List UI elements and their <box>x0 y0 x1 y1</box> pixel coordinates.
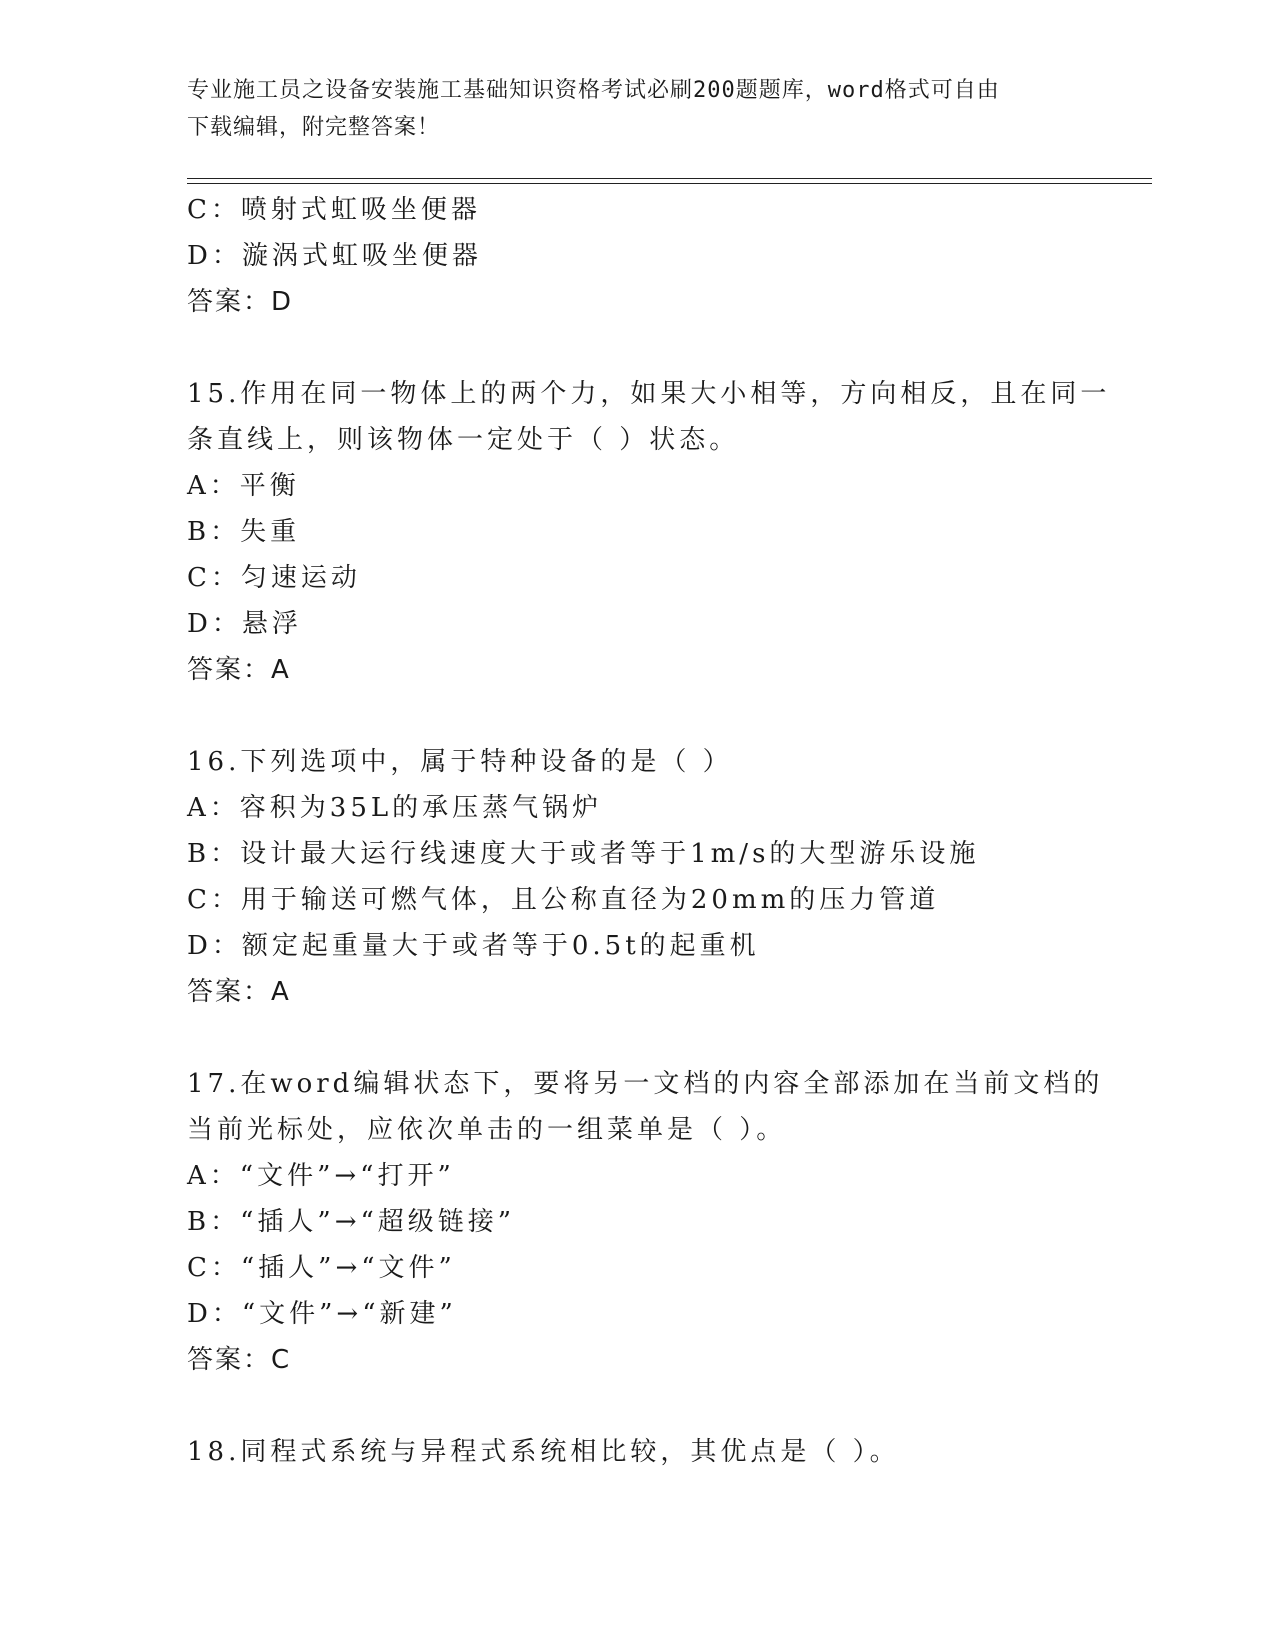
document-header <box>187 72 1067 146</box>
spacer <box>187 325 1087 371</box>
header-line-1: 专业施工员之设备安装施工基础知识资格考试必刷200题题库，word格式可自由 <box>187 78 1000 103</box>
spacer <box>187 1015 1087 1061</box>
spacer <box>187 693 1087 739</box>
question-block <box>187 1061 1104 1383</box>
question-stem: 15.作用在同一物体上的两个力，如果大小相等，方向相反，且在同一 <box>187 379 1111 409</box>
answer-line: 答案：D <box>187 287 294 317</box>
option-c: C：匀速运动 <box>187 563 361 593</box>
answer-line: 答案：A <box>187 655 291 685</box>
header-line-2: 下载编辑，附完整答案！ <box>187 115 441 140</box>
question-block <box>187 371 1111 693</box>
question-stem: 条直线上，则该物体一定处于（ ）状态。 <box>187 425 740 455</box>
option-d: D：悬浮 <box>187 609 302 639</box>
spacer <box>187 1383 1087 1429</box>
header-divider-top <box>187 178 1152 179</box>
option-c: C：用于输送可燃气体，且公称直径为20mm的压力管道 <box>187 885 940 915</box>
question-list <box>187 187 1111 1475</box>
option-a: A：“文件”→“打开” <box>187 1161 455 1191</box>
question-stem: 17.在word编辑状态下，要将另一文档的内容全部添加在当前文档的 <box>187 1069 1104 1099</box>
option-d: D：漩涡式虹吸坐便器 <box>187 241 482 271</box>
question-stem: 18.同程式系统与异程式系统相比较，其优点是（ ）。 <box>187 1437 900 1467</box>
question-block <box>187 739 1087 1015</box>
option-c: C：喷射式虹吸坐便器 <box>187 195 481 225</box>
option-b: B：设计最大运行线速度大于或者等于1m/s的大型游乐设施 <box>187 839 980 869</box>
option-a: A：容积为35L的承压蒸气锅炉 <box>187 793 603 823</box>
answer-line: 答案：C <box>187 1345 292 1375</box>
option-d: D：“文件”→“新建” <box>187 1299 457 1329</box>
option-d: D：额定起重量大于或者等于0.5t的起重机 <box>187 931 760 961</box>
answer-line: 答案：A <box>187 977 291 1007</box>
option-a: A：平衡 <box>187 471 300 501</box>
option-c: C：“插人”→“文件” <box>187 1253 456 1283</box>
question-stem: 当前光标处，应依次单击的一组菜单是（ ）。 <box>187 1115 787 1145</box>
option-b: B：失重 <box>187 517 301 547</box>
option-b: B：“插人”→“超级链接” <box>187 1207 516 1237</box>
question-block <box>187 1429 1087 1475</box>
header-divider-bottom <box>187 183 1152 184</box>
question-stem: 16.下列选项中，属于特种设备的是（ ） <box>187 747 733 777</box>
